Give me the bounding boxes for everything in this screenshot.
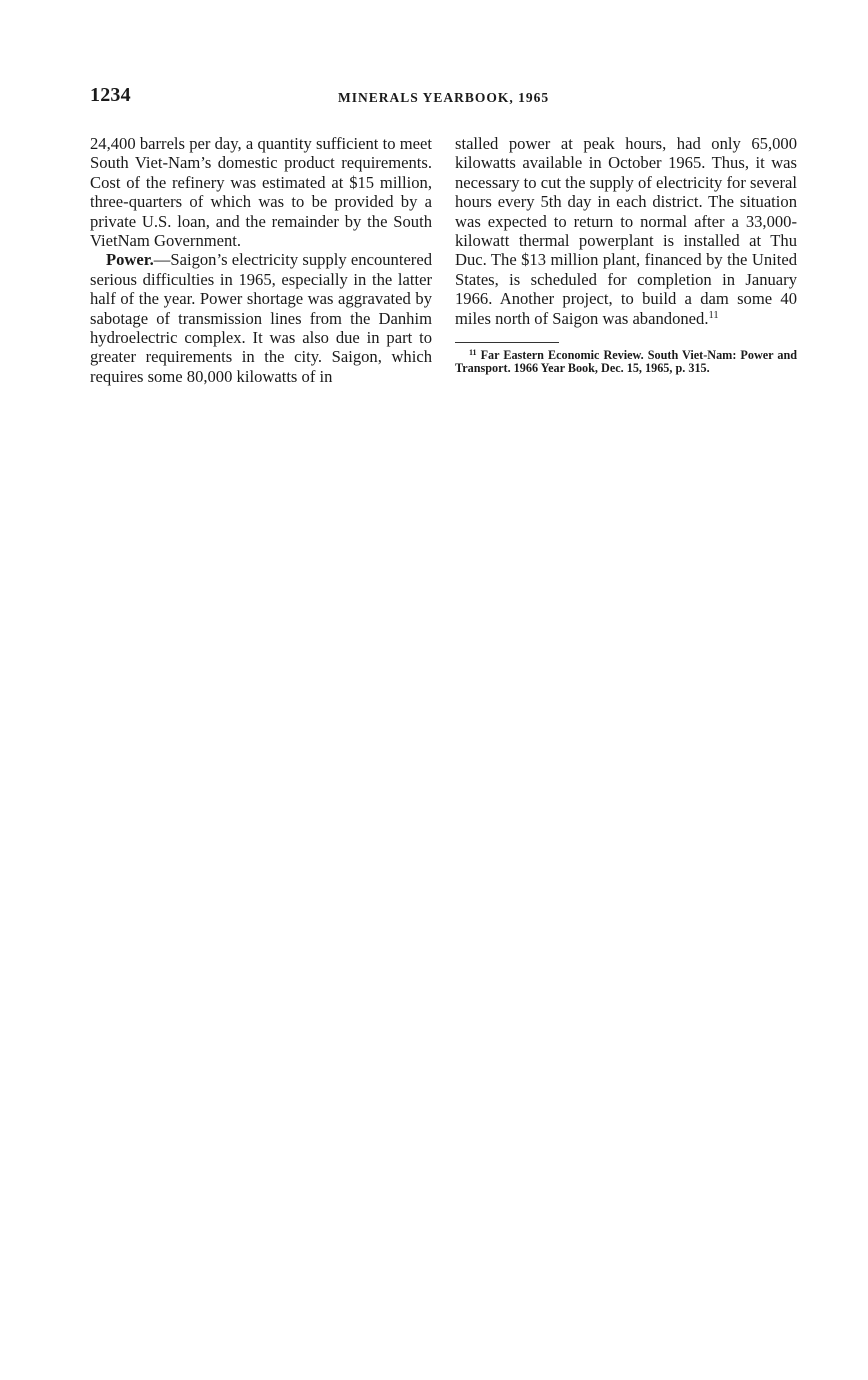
footnote-reference: 11 [708,309,719,321]
footnote-text: Far Eastern Economic Review. South Viet-Nam: Power and Transport. 1966 Year Book, Dec. 15, 1965, p. 315. [455,348,798,376]
page-number: 1234 [90,84,131,106]
paragraph-power [90,250,432,386]
paragraph-power-text: —Saigon’s electricity supply encountered serious difficulties in 1965, especially in the latter half of the year. Power shortage was aggravated by sabotage of transmission lines from the Danhim hydroelectric complex. It was also due in part to greater requirements in the city. Saigon, which requires some 80,000 kilowatts of in [90,250,432,386]
paragraph-refinery: 24,400 barrels per day, a quantity sufficient to meet South Viet-Nam’s domestic product requirements. Cost of the refinery was estimated at $15 million, three-quarters of which was to be provided by a private U.S. loan, and the remainder by the South VietNam Government. [90,134,432,251]
paragraph-power-continued-text: stalled power at peak hours, had only 65,000 kilowatts available in October 1965. Thus, it was necessary to cut the supply of electricity for several hours every 5th day in each district. The situation was expected to return to normal after a 33,000-kilowatt thermal powerplant is installed at Thu Duc. The $13 million plant, financed by the United States, is scheduled for completion in January 1966. Another project, to build a dam some 40 miles north of Saigon was abandoned. [455,134,797,328]
running-head: MINERALS YEARBOOK, 1965 [338,90,550,105]
right-column [455,134,797,375]
left-column [90,134,432,386]
footnote-number: 11 [469,348,477,358]
paragraph-power-continued [455,134,797,328]
footnote-divider [455,342,559,343]
section-heading-power: Power. [106,250,154,270]
footnote [455,349,797,375]
page-header [90,84,800,114]
